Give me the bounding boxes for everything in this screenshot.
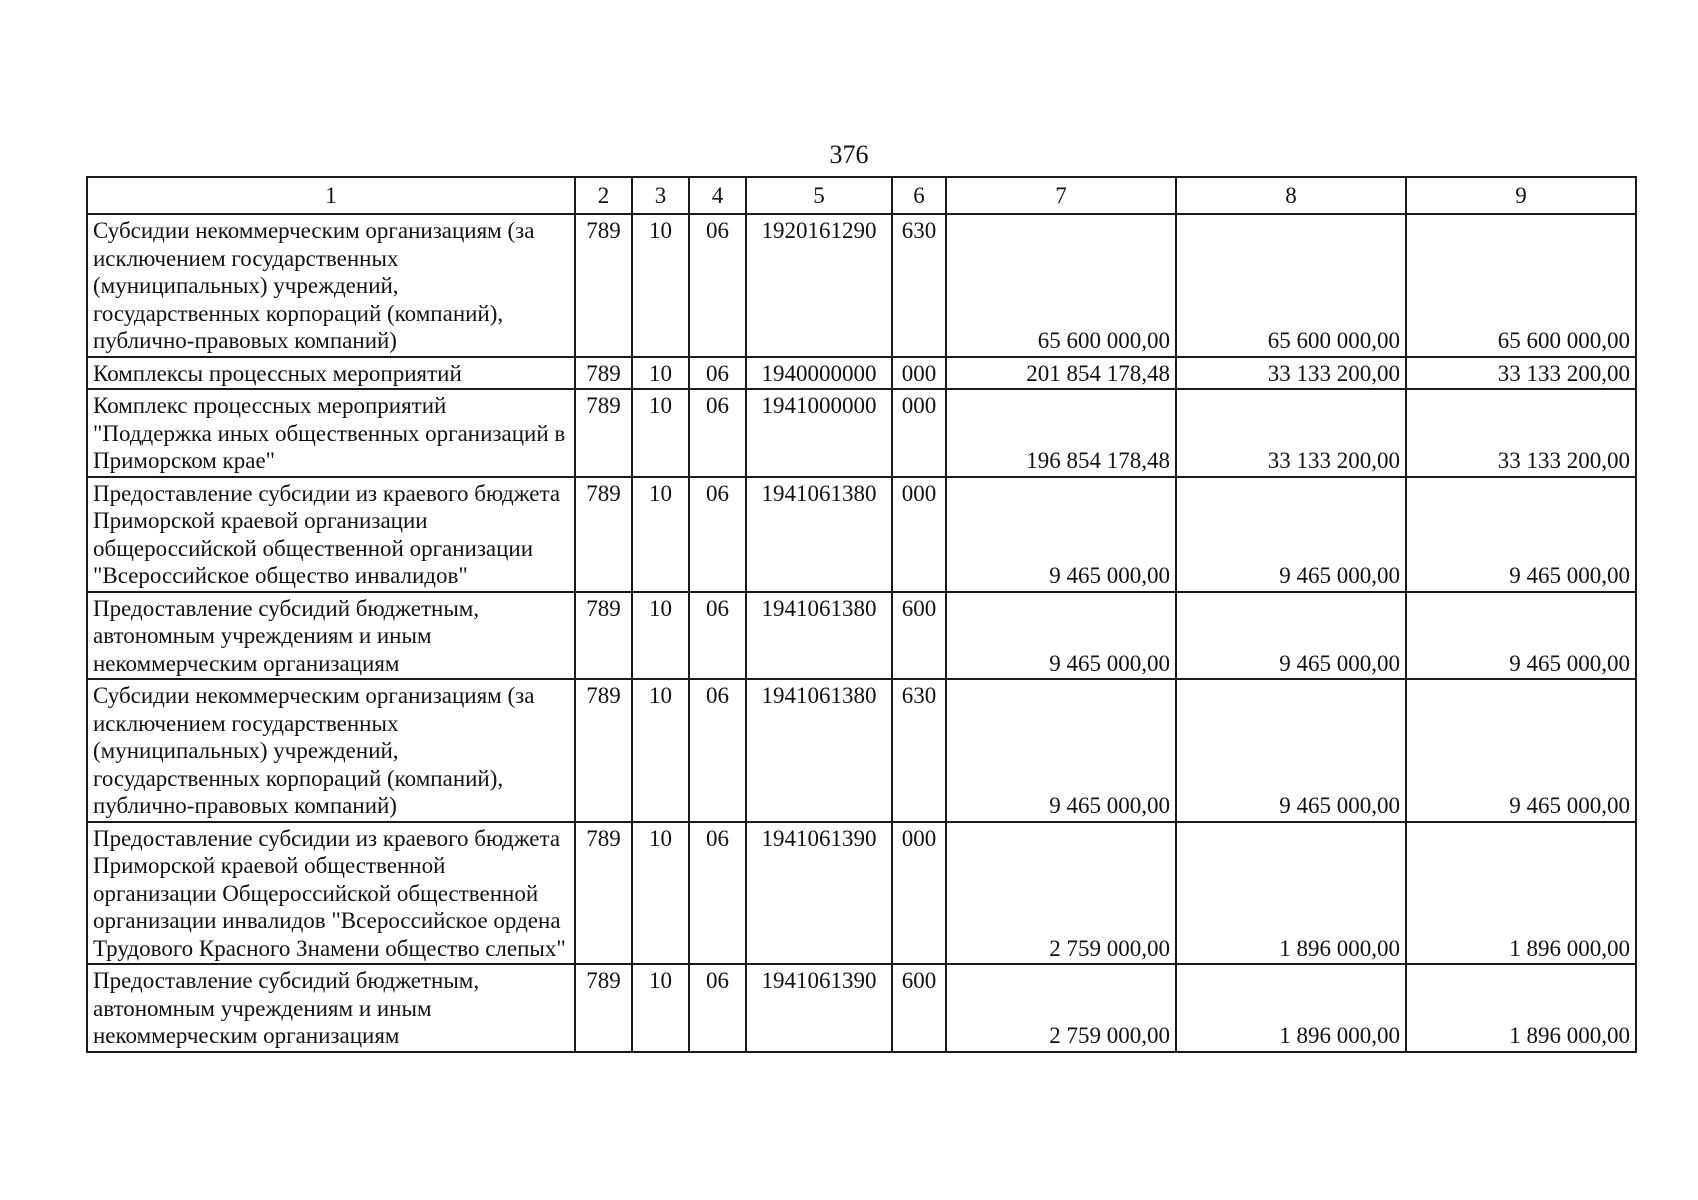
code-cell: 10 bbox=[632, 477, 689, 592]
code-cell: 789 bbox=[575, 357, 632, 390]
code-cell: 06 bbox=[689, 477, 746, 592]
code-cell: 1941061390 bbox=[746, 964, 892, 1052]
column-header: 8 bbox=[1176, 177, 1406, 214]
amount-cell: 9 465 000,00 bbox=[946, 592, 1176, 680]
budget-table bbox=[86, 176, 1637, 1053]
code-cell: 630 bbox=[892, 214, 946, 357]
code-cell: 1920161290 bbox=[746, 214, 892, 357]
code-cell: 06 bbox=[689, 822, 746, 965]
code-cell: 000 bbox=[892, 477, 946, 592]
table-row bbox=[87, 679, 1636, 822]
row-name: Субсидии некоммерческим организациям (за исключением государственных (муниципальных) учреждений, государственных корпораций (компаний), публично-правовых компаний) bbox=[87, 214, 575, 357]
code-cell: 10 bbox=[632, 592, 689, 680]
code-cell: 10 bbox=[632, 679, 689, 822]
row-name: Субсидии некоммерческим организациям (за исключением государственных (муниципальных) учреждений, государственных корпораций (компаний), публично-правовых компаний) bbox=[87, 679, 575, 822]
table-row bbox=[87, 214, 1636, 357]
code-cell: 06 bbox=[689, 964, 746, 1052]
column-header: 9 bbox=[1406, 177, 1636, 214]
code-cell: 1940000000 bbox=[746, 357, 892, 390]
amount-cell: 65 600 000,00 bbox=[1176, 214, 1406, 357]
table-row bbox=[87, 822, 1636, 965]
code-cell: 789 bbox=[575, 964, 632, 1052]
code-cell: 789 bbox=[575, 477, 632, 592]
amount-cell: 201 854 178,48 bbox=[946, 357, 1176, 390]
amount-cell: 9 465 000,00 bbox=[1406, 477, 1636, 592]
column-header: 4 bbox=[689, 177, 746, 214]
code-cell: 1941061390 bbox=[746, 822, 892, 965]
code-cell: 10 bbox=[632, 214, 689, 357]
code-cell: 000 bbox=[892, 389, 946, 477]
code-cell: 10 bbox=[632, 357, 689, 390]
amount-cell: 9 465 000,00 bbox=[946, 679, 1176, 822]
column-header: 7 bbox=[946, 177, 1176, 214]
code-cell: 600 bbox=[892, 592, 946, 680]
column-header: 6 bbox=[892, 177, 946, 214]
row-name: Предоставление субсидии из краевого бюджета Приморской краевой общественной организации Общероссийской общественной организации инвалидов "Всероссийское ордена Трудового Красного Знамени общество слепых" bbox=[87, 822, 575, 965]
amount-cell: 2 759 000,00 bbox=[946, 822, 1176, 965]
amount-cell: 9 465 000,00 bbox=[1176, 679, 1406, 822]
amount-cell: 9 465 000,00 bbox=[1406, 592, 1636, 680]
row-name: Комплексы процессных мероприятий bbox=[87, 357, 575, 390]
amount-cell: 33 133 200,00 bbox=[1406, 357, 1636, 390]
column-header: 2 bbox=[575, 177, 632, 214]
amount-cell: 9 465 000,00 bbox=[1176, 477, 1406, 592]
amount-cell: 33 133 200,00 bbox=[1176, 389, 1406, 477]
code-cell: 000 bbox=[892, 822, 946, 965]
amount-cell: 9 465 000,00 bbox=[946, 477, 1176, 592]
code-cell: 630 bbox=[892, 679, 946, 822]
table-row bbox=[87, 592, 1636, 680]
code-cell: 600 bbox=[892, 964, 946, 1052]
table-row bbox=[87, 357, 1636, 390]
amount-cell: 9 465 000,00 bbox=[1406, 679, 1636, 822]
code-cell: 06 bbox=[689, 389, 746, 477]
code-cell: 10 bbox=[632, 822, 689, 965]
code-cell: 789 bbox=[575, 822, 632, 965]
table-row bbox=[87, 477, 1636, 592]
code-cell: 10 bbox=[632, 964, 689, 1052]
row-name: Предоставление субсидий бюджетным, автономным учреждениям и иным некоммерческим организациям bbox=[87, 964, 575, 1052]
row-name: Комплекс процессных мероприятий "Поддержка иных общественных организаций в Приморском крае" bbox=[87, 389, 575, 477]
code-cell: 1941000000 bbox=[746, 389, 892, 477]
column-header: 3 bbox=[632, 177, 689, 214]
code-cell: 000 bbox=[892, 357, 946, 390]
code-cell: 789 bbox=[575, 679, 632, 822]
amount-cell: 1 896 000,00 bbox=[1176, 964, 1406, 1052]
code-cell: 1941061380 bbox=[746, 679, 892, 822]
code-cell: 789 bbox=[575, 592, 632, 680]
row-name: Предоставление субсидий бюджетным, автономным учреждениям и иным некоммерческим организациям bbox=[87, 592, 575, 680]
amount-cell: 1 896 000,00 bbox=[1406, 822, 1636, 965]
page-number: 376 bbox=[829, 140, 869, 169]
amount-cell: 196 854 178,48 bbox=[946, 389, 1176, 477]
amount-cell: 9 465 000,00 bbox=[1176, 592, 1406, 680]
header-row bbox=[87, 177, 1636, 214]
table-row bbox=[87, 389, 1636, 477]
code-cell: 06 bbox=[689, 214, 746, 357]
amount-cell: 65 600 000,00 bbox=[1406, 214, 1636, 357]
code-cell: 06 bbox=[689, 679, 746, 822]
amount-cell: 1 896 000,00 bbox=[1406, 964, 1636, 1052]
amount-cell: 2 759 000,00 bbox=[946, 964, 1176, 1052]
code-cell: 10 bbox=[632, 389, 689, 477]
code-cell: 789 bbox=[575, 389, 632, 477]
amount-cell: 33 133 200,00 bbox=[1406, 389, 1636, 477]
amount-cell: 33 133 200,00 bbox=[1176, 357, 1406, 390]
column-header: 5 bbox=[746, 177, 892, 214]
amount-cell: 1 896 000,00 bbox=[1176, 822, 1406, 965]
column-header: 1 bbox=[87, 177, 575, 214]
row-name: Предоставление субсидии из краевого бюджета Приморской краевой организации общероссийской общественной организации "Всероссийское общество инвалидов" bbox=[87, 477, 575, 592]
code-cell: 06 bbox=[689, 357, 746, 390]
code-cell: 06 bbox=[689, 592, 746, 680]
code-cell: 789 bbox=[575, 214, 632, 357]
code-cell: 1941061380 bbox=[746, 477, 892, 592]
amount-cell: 65 600 000,00 bbox=[946, 214, 1176, 357]
table-row bbox=[87, 964, 1636, 1052]
code-cell: 1941061380 bbox=[746, 592, 892, 680]
